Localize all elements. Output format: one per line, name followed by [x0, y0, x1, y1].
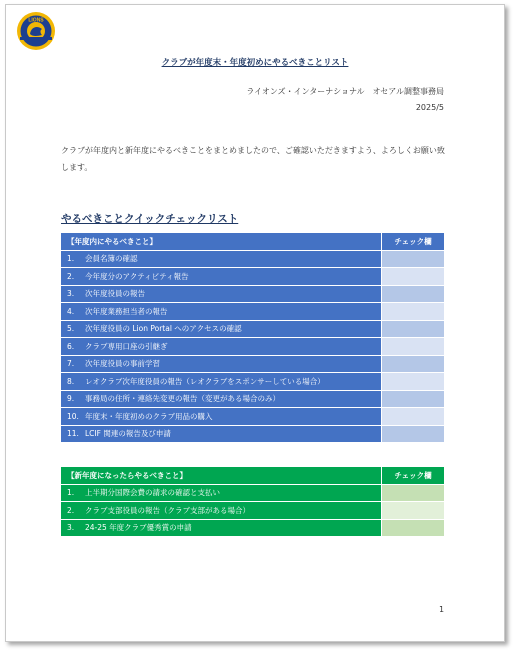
checklist-row — [61, 250, 444, 268]
checklist-item — [61, 519, 382, 537]
checklist-row — [61, 502, 444, 520]
lions-club-logo-icon — [16, 11, 56, 51]
intro-paragraph: クラブが年度内と新年度にやるべきことをまとめましたので、ご確認いただきますよう、よろしくお願い致します。 — [61, 146, 445, 172]
checklist-item — [61, 303, 382, 321]
checklist-item — [61, 425, 382, 443]
item-text: 次年度役員の報告 — [85, 289, 145, 299]
checklist-item — [61, 502, 382, 520]
check-cell[interactable] — [382, 250, 445, 268]
organization-name: ライオンズ・インターナショナル オセアル調整事務局 — [246, 87, 444, 96]
checklist-item — [61, 408, 382, 426]
checklist-row — [61, 484, 444, 502]
section-title: やるべきことクイックチェックリスト — [61, 213, 239, 225]
check-cell[interactable] — [382, 373, 445, 391]
check-cell[interactable] — [382, 502, 445, 520]
item-text: 会員名簿の確認 — [85, 254, 138, 264]
checklist-item — [61, 250, 382, 268]
check-cell[interactable] — [382, 408, 445, 426]
item-number: 7. — [67, 359, 75, 369]
item-text: レオクラブ次年度役員の報告（レオクラブをスポンサーしている場合） — [85, 376, 325, 386]
item-number: 1. — [67, 254, 75, 264]
checklist-row — [61, 355, 444, 373]
check-cell[interactable] — [382, 355, 445, 373]
item-text: 今年度分のアクティビティ報告 — [85, 271, 189, 281]
item-text: クラブ専用口座の引継ぎ — [85, 341, 168, 351]
logo-text: LIONS — [28, 17, 44, 24]
table-header-row — [61, 467, 444, 484]
table-header: 【新年度になったらやるべきこと】 — [61, 467, 382, 484]
checklist-row — [61, 408, 444, 426]
item-number: 11. — [67, 429, 79, 439]
check-cell[interactable] — [382, 338, 445, 356]
table-header: 【年度内にやるべきこと】 — [61, 233, 382, 250]
item-number: 6. — [67, 341, 75, 351]
item-text: 次年度業務担当者の報告 — [85, 306, 168, 316]
checklist-item — [61, 285, 382, 303]
checklist-row — [61, 285, 444, 303]
check-column-header: チェック欄 — [382, 233, 445, 250]
new-year-checklist-table — [61, 467, 444, 537]
item-number: 9. — [67, 394, 75, 404]
checklist-item — [61, 320, 382, 338]
checklist-item — [61, 338, 382, 356]
item-number: 10. — [67, 411, 79, 421]
item-number: 8. — [67, 376, 75, 386]
check-cell[interactable] — [382, 425, 445, 443]
item-text: 24-25 年度クラブ優秀賞の申請 — [85, 523, 192, 533]
check-cell[interactable] — [382, 303, 445, 321]
checklist-row — [61, 425, 444, 443]
checklist-row — [61, 519, 444, 537]
checklist-item — [61, 268, 382, 286]
item-number: 3. — [67, 523, 75, 533]
checklist-row — [61, 390, 444, 408]
checklist-row — [61, 268, 444, 286]
item-number: 5. — [67, 324, 75, 334]
check-cell[interactable] — [382, 268, 445, 286]
item-text: 次年度役員の事前学習 — [85, 359, 160, 369]
check-cell[interactable] — [382, 285, 445, 303]
check-cell[interactable] — [382, 390, 445, 408]
year-end-checklist-table — [61, 233, 444, 443]
checklist-item — [61, 355, 382, 373]
checklist-item — [61, 373, 382, 391]
item-text: 年度末・年度初めのクラブ用品の購入 — [85, 411, 213, 421]
page-number: 1 — [439, 605, 445, 614]
document-title: クラブが年度末・年度初めにやるべきことリスト — [161, 58, 349, 68]
item-number: 1. — [67, 488, 75, 498]
item-number: 2. — [67, 505, 75, 515]
item-number: 2. — [67, 271, 75, 281]
document-page — [5, 4, 505, 642]
checklist-row — [61, 338, 444, 356]
table-header-row — [61, 233, 444, 250]
check-cell[interactable] — [382, 519, 445, 537]
check-cell[interactable] — [382, 320, 445, 338]
checklist-row — [61, 373, 444, 391]
item-text: 次年度役員の Lion Portal へのアクセスの確認 — [85, 324, 242, 334]
document-date: 2025/5 — [415, 103, 444, 112]
item-text: 事務局の住所・連絡先変更の報告（変更がある場合のみ） — [85, 394, 280, 404]
checklist-row — [61, 303, 444, 321]
check-column-header: チェック欄 — [382, 467, 445, 484]
checklist-item — [61, 484, 382, 502]
checklist-row — [61, 320, 444, 338]
checklist-item — [61, 390, 382, 408]
item-text: LCIF 関連の報告及び申請 — [85, 429, 171, 439]
item-number: 3. — [67, 289, 75, 299]
item-text: クラブ支部役員の報告（クラブ支部がある場合） — [85, 505, 250, 515]
item-number: 4. — [67, 306, 75, 316]
item-text: 上半期分国際会費の請求の確認と支払い — [85, 488, 220, 498]
check-cell[interactable] — [382, 484, 445, 502]
